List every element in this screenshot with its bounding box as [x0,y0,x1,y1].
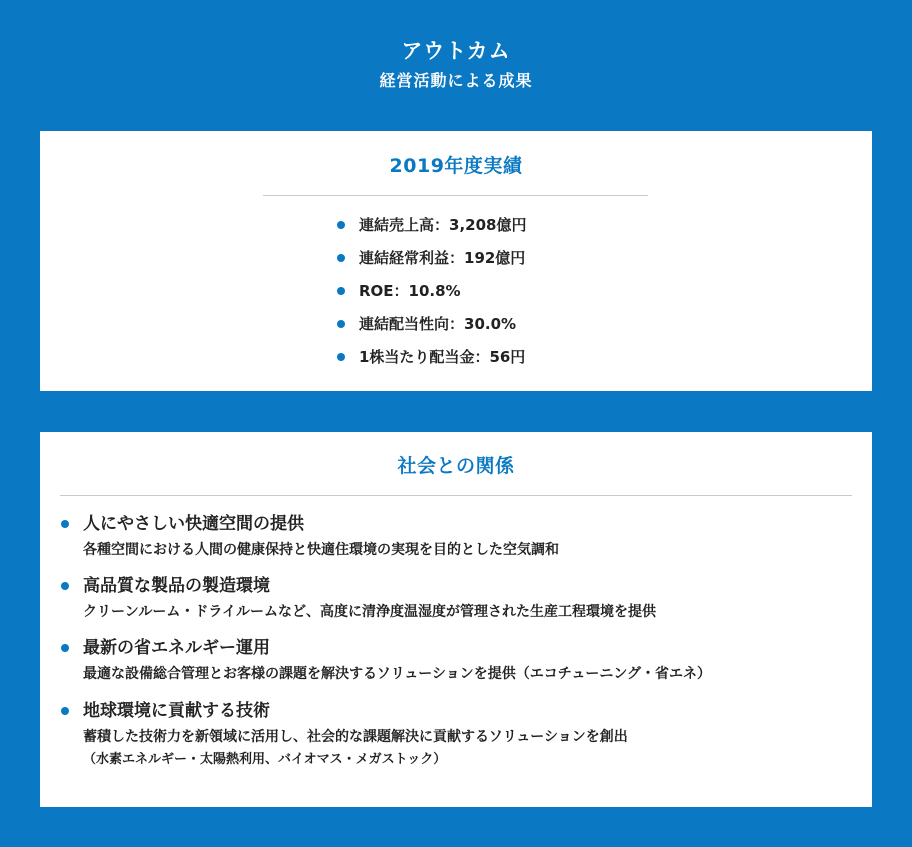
item-note: （水素エネルギー・太陽熱利用、バイオマス・メガストック） [83,752,447,767]
kpi-text: 1株当たり配当金：56円 [359,348,526,366]
item-heading: 人にやさしい快適空間の提供 [83,514,304,534]
kpi-text: ROE：10.8% [359,282,461,300]
bullet-icon [337,287,345,295]
list-item [337,280,526,313]
list-item [61,699,711,771]
results-divider [263,195,648,196]
society-card [40,432,872,807]
list-item [61,574,711,636]
item-description: 各種空間における人間の健康保持と快適住環境の実現を目的とした空気調和 [83,542,559,558]
item-description: クリーンルーム・ドライルームなど、高度に清浄度温湿度が管理された生産工程環境を提供 [83,604,656,620]
society-list [61,512,711,771]
page-subtitle: 経営活動による成果 [379,71,533,90]
page-title: アウトカム [401,39,511,63]
bullet-icon [337,221,345,229]
list-item [61,512,711,574]
bullet-icon [61,644,69,652]
list-item [61,636,711,699]
results-card [40,131,872,391]
results-list [337,214,526,379]
item-description: 蓄積した技術力を新領域に活用し、社会的な課題解決に貢献するソリューションを創出 [83,729,628,745]
kpi-text: 連結売上高：3,208億円 [359,216,527,234]
kpi-text: 連結配当性向：30.0% [359,315,517,333]
bullet-icon [61,707,69,715]
society-title: 社会との関係 [397,455,515,477]
list-item [337,214,526,247]
bullet-icon [337,254,345,262]
list-item [337,247,526,280]
society-divider [60,495,852,496]
list-item [337,313,526,346]
kpi-text: 連結経常利益：192億円 [359,249,526,267]
bullet-icon [61,582,69,590]
bullet-icon [337,353,345,361]
item-heading: 地球環境に貢献する技術 [83,701,270,721]
bullet-icon [61,520,69,528]
bullet-icon [337,320,345,328]
item-description: 最適な設備総合管理とお客様の課題を解決するソリューションを提供（エコチューニング・省エネ） [83,666,712,682]
item-heading: 高品質な製品の製造環境 [83,576,270,596]
list-item [337,346,526,379]
results-title: 2019年度実績 [389,155,523,177]
item-heading: 最新の省エネルギー運用 [83,638,270,658]
